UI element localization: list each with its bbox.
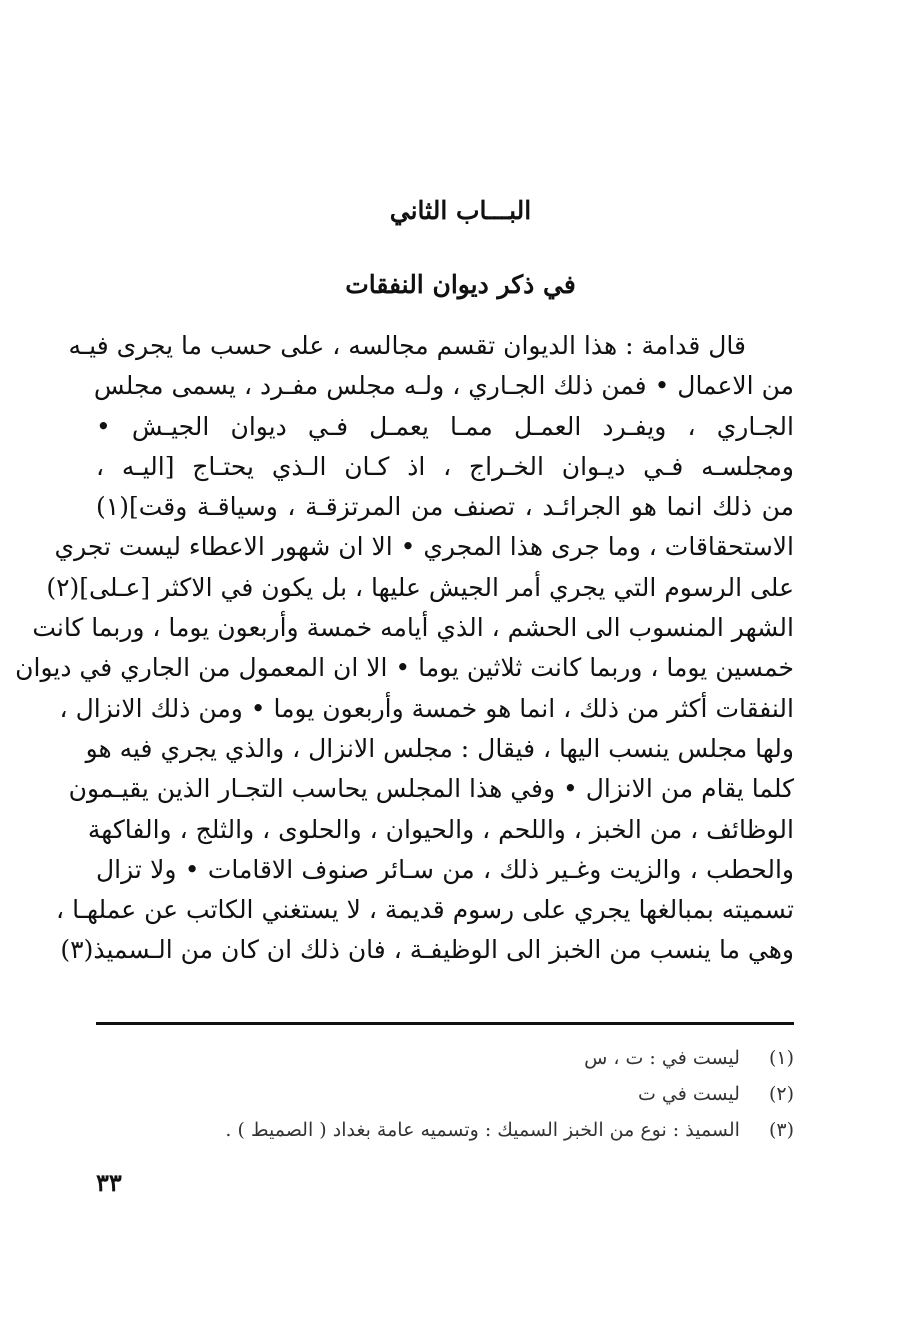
footnote-divider bbox=[96, 1022, 794, 1025]
footnote bbox=[96, 1040, 794, 1076]
text-line: الجـاري ، ويفـرد العمـل ممـا يعمـل فـي ديوان الجيـش • bbox=[96, 411, 794, 441]
footnote bbox=[96, 1112, 794, 1148]
page-number: ٣٣ bbox=[96, 1168, 122, 1197]
text-line: الاستحقاقات ، وما جرى هذا المجري • الا ان شهور الاعطاء ليست تجري bbox=[54, 532, 794, 562]
footnote-text: ليست في : ت ، س bbox=[584, 1047, 740, 1069]
text-line: خمسين يوما ، وربما كانت ثلاثين يوما • الا ان المعمول من الجاري في ديوان bbox=[15, 653, 794, 683]
footnote-text: ليست في ت bbox=[637, 1083, 740, 1105]
text-line: والحطب ، والزيت وغـير ذلك ، من سـائر صنوف الاقامات • ولا تزال bbox=[96, 854, 794, 884]
text-line: وهي ما ينسب من الخبز الى الوظيفـة ، فان ذلك ان كان من الـسميذ(٣) bbox=[60, 935, 794, 965]
footnote bbox=[96, 1076, 794, 1112]
body-text bbox=[15, 326, 794, 971]
text-line: قال قدامة : هذا الديوان تقسم مجالسه ، على حسب ما يجرى فيـه bbox=[68, 331, 746, 360]
text-line: ومجلسـه فـي ديـوان الخـراج ، اذ كـان الـذي يحتـاج [اليـه ، bbox=[96, 451, 794, 481]
text-line: الشهر المنسوب الى الحشم ، الذي أيامه خمسة وأربعون يوما ، وربما كانت bbox=[32, 613, 794, 643]
section-title: في ذكر ديوان النفقات bbox=[345, 270, 576, 299]
text-line: على الرسوم التي يجري أمر الجيش عليها ، بل يكون في الاكثر [عـلى](٢) bbox=[46, 572, 794, 602]
text-line: من ذلك انما هو الجرائـد ، تصنف من المرتزقـة ، وسياقـة وقت](١) bbox=[96, 492, 794, 522]
chapter-title: البـــاب الثاني bbox=[389, 196, 532, 225]
text-line: ولها مجلس ينسب اليها ، فيقال : مجلس الانزال ، والذي يجري فيه هو bbox=[85, 733, 794, 763]
footnote-number: (٢) bbox=[768, 1083, 794, 1105]
text-line: النفقات أكثر من ذلك ، انما هو خمسة وأربعون يوما • ومن ذلك الانزال ، bbox=[59, 693, 794, 723]
text-line: كلما يقام من الانزال • وفي هذا المجلس يحاسب التجـار الذين يقيـمون bbox=[68, 774, 794, 804]
footnote-text: السميذ : نوع من الخبز السميك : وتسميه عامة بغداد ( الصميط ) . bbox=[225, 1119, 740, 1141]
text-line: تسميته بمبالغها يجري على رسوم قديمة ، لا يستغني الكاتب عن عملهـا ، bbox=[56, 895, 794, 925]
text-line: من الاعمال • فمن ذلك الجـاري ، ولـه مجلس مفـرد ، يسمى مجلس bbox=[93, 371, 794, 401]
footnote-number: (١) bbox=[768, 1047, 794, 1069]
footnote-number: (٣) bbox=[768, 1119, 794, 1141]
footnotes bbox=[96, 1040, 794, 1148]
text-line: الوظائف ، من الخبز ، واللحم ، والحيوان ، والحلوى ، والثلج ، والفاكهة bbox=[87, 814, 794, 844]
